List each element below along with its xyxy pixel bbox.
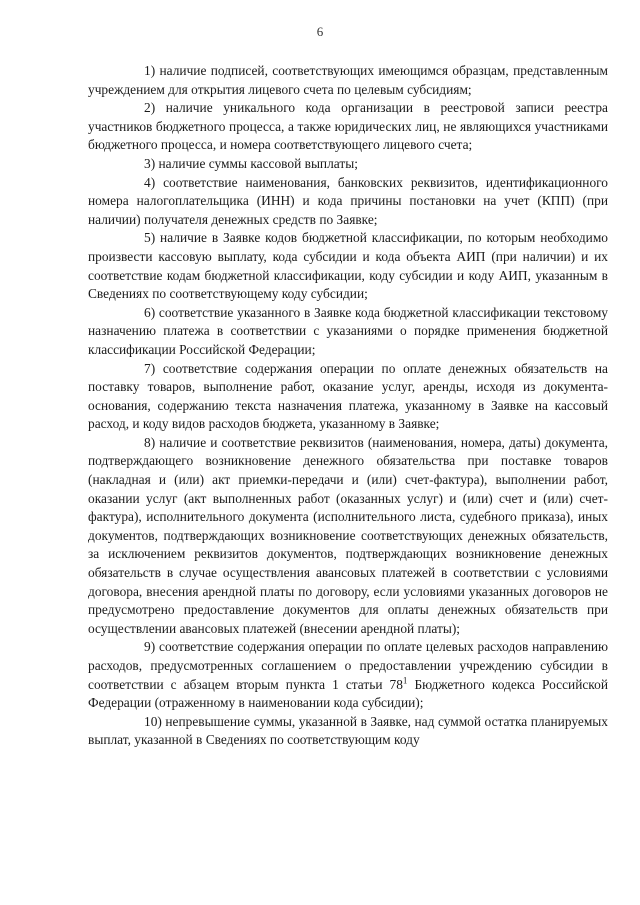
article-superscript: 1 [402,675,408,686]
list-item-1: 1) наличие подписей, соответствующих имеющимся образцам, представленным учреждением для открытия лицевого счета по целевым субсидиям; [88,63,608,97]
list-item-5: 5) наличие в Заявке кодов бюджетной классификации, по которым необходимо произвести кассовую выплату, кода субсидии и кода объекта АИП (при наличии) и их соответствие кодам бюджетной классификации, коду субсидии и коду АИП, указанным в Сведениях по соответствующему коду субсидии; [88,230,608,302]
list-item-10: 10) непревышение суммы, указанной в Заявке, над суммой остатка планируемых выплат, указанной в Сведениях по соответствующим коду [88,713,608,748]
list-item-3: 3) наличие суммы кассовой выплаты; [144,155,358,171]
list-item-9 [88,638,608,712]
list-item-4: 4) соответствие наименования, банковских реквизитов, идентификационного номера налогоплательщика (ИНН) и кода причины постановки на учет (КПП) (при наличии) получателя денежных средств по Заявке; [88,174,608,227]
document-text [88,62,608,750]
list-item-7: 7) соответствие содержания операции по оплате денежных обязательств на поставку товаров, выполнение работ, оказание услуг, аренды, исходя из документа-основания, содержанию текста назначения платежа, указанному в Заявке на кассовый расход, и коду видов расходов бюджета, указанному в Заявке; [88,360,608,432]
list-item-9-text: 9) соответствие содержания операции по оплате целевых расходов направлению расходов, предусмотренных соглашением о предоставлении учреждению субсидии в соответствии с абзацем вторым пункта 1 статьи 78 [88,639,608,692]
list-item-9-tail: Бюджетного кодекса Российской Федерации (отраженному в наименовании кода субсидии); [88,676,608,711]
list-item-6: 6) соответствие указанного в Заявке кода бюджетной классификации текстовому назначению платежа в соответствии с указаниями о порядке применения бюджетной классификации Российской Федерации; [88,304,608,357]
list-item-8: 8) наличие и соответствие реквизитов (наименования, номера, даты) документа, подтверждающего возникновение денежного обязательства при поставке товаров (накладная и (или) акт приемки-передачи и (или) счет-фактура), выполнении работ, оказании услуг (акт выполненных работ (оказанных услуг) и (или) счет и (или) счет-фактура), исполнительного документа (исполнительного листа, судебного приказа), иных документов, подтверждающих возникновение соответствующих денежных обязательств, за исключением реквизитов документов, подтверждающих возникновение денежных обязательств в случае осуществления авансовых платежей в соответствии с условиями договора, внесения арендной платы по договору, если условиями указанных договоров не предусмотрено предоставление документов для оплаты денежных обязательств при осуществлении авансовых платежей (внесении арендной платы); [88,434,608,636]
page-number: 6 [316,24,324,39]
list-item-2: 2) наличие уникального кода организации в реестровой записи реестра участников бюджетного процесса, а также юридических лиц, не являющихся участниками бюджетного процесса, и номера соответствующего лицевого счета; [88,100,608,153]
